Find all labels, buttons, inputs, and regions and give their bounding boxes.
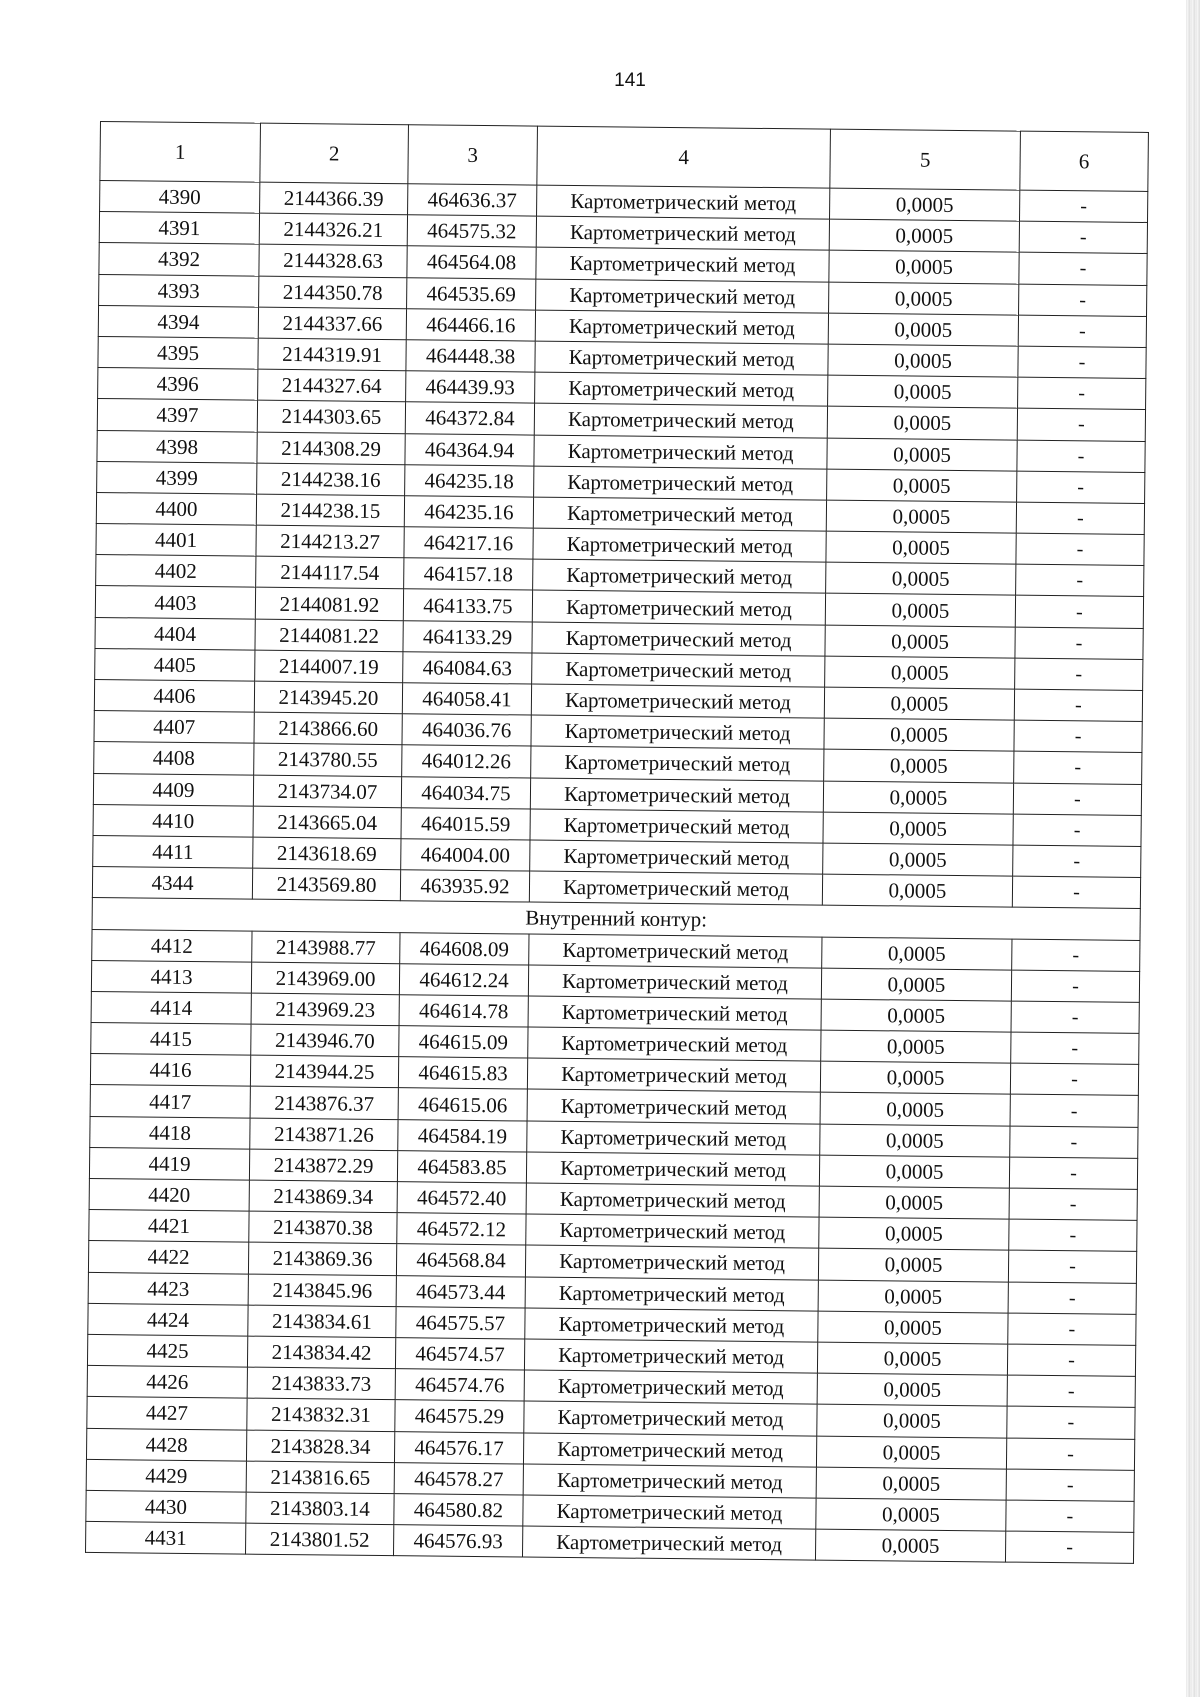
note-cell: - <box>1006 1500 1134 1533</box>
point-number-cell: 4427 <box>87 1397 247 1430</box>
point-number-cell: 4391 <box>99 212 259 245</box>
point-number-cell: 4344 <box>92 867 252 900</box>
accuracy-cell: 0,0005 <box>822 874 1012 907</box>
outer-contour-rows <box>92 181 1147 909</box>
method-cell: Картометрический метод <box>534 403 827 437</box>
x-coordinate-cell: 2144327.64 <box>258 369 406 402</box>
note-cell: - <box>1006 1438 1134 1471</box>
x-coordinate-cell: 2143618.69 <box>253 837 401 870</box>
accuracy-cell: 0,0005 <box>827 406 1017 439</box>
point-number-cell: 4415 <box>91 1023 251 1056</box>
method-cell: Картометрический метод <box>524 1370 817 1404</box>
note-cell: - <box>1012 939 1140 972</box>
accuracy-cell: 0,0005 <box>818 1280 1008 1313</box>
point-number-cell: 4396 <box>98 368 258 401</box>
x-coordinate-cell: 2143969.23 <box>251 993 399 1026</box>
y-coordinate-cell: 464157.18 <box>404 558 533 591</box>
y-coordinate-cell: 464034.75 <box>401 776 530 809</box>
note-cell: - <box>1018 315 1146 348</box>
method-cell: Картометрический метод <box>536 247 829 281</box>
x-coordinate-cell: 2143876.37 <box>250 1087 398 1120</box>
note-cell: - <box>1009 1157 1137 1190</box>
method-cell: Картометрический метод <box>523 1495 816 1529</box>
y-coordinate-cell: 464575.32 <box>407 215 536 248</box>
y-coordinate-cell: 464568.84 <box>396 1244 525 1277</box>
note-cell: - <box>1019 221 1147 254</box>
point-number-cell: 4405 <box>95 648 255 681</box>
column-header-5: 5 <box>830 129 1021 190</box>
y-coordinate-cell: 464615.09 <box>399 1026 528 1059</box>
point-number-cell: 4395 <box>98 336 258 369</box>
note-cell: - <box>1018 346 1146 379</box>
method-cell: Картометрический метод <box>535 372 828 406</box>
point-number-cell: 4426 <box>87 1366 247 1399</box>
y-coordinate-cell: 464612.24 <box>399 963 528 996</box>
note-cell: - <box>1014 720 1142 753</box>
x-coordinate-cell: 2144081.22 <box>255 619 403 652</box>
y-coordinate-cell: 464578.27 <box>394 1462 523 1495</box>
note-cell: - <box>1007 1375 1135 1408</box>
x-coordinate-cell: 2144303.65 <box>257 400 405 433</box>
y-coordinate-cell: 464574.57 <box>395 1338 524 1371</box>
method-cell: Картометрический метод <box>529 934 822 968</box>
method-cell: Картометрический метод <box>535 310 828 344</box>
note-cell: - <box>1010 1126 1138 1159</box>
point-number-cell: 4411 <box>93 835 253 868</box>
x-coordinate-cell: 2143872.29 <box>249 1149 397 1182</box>
method-cell: Картометрический метод <box>527 1121 820 1155</box>
accuracy-cell: 0,0005 <box>821 968 1011 1001</box>
point-number-cell: 4422 <box>88 1241 248 1274</box>
x-coordinate-cell: 2144213.27 <box>256 525 404 558</box>
accuracy-cell: 0,0005 <box>816 1498 1006 1531</box>
point-number-cell: 4393 <box>99 274 259 307</box>
y-coordinate-cell: 464584.19 <box>398 1119 527 1152</box>
point-number-cell: 4424 <box>88 1303 248 1336</box>
y-coordinate-cell: 464572.40 <box>397 1182 526 1215</box>
accuracy-cell: 0,0005 <box>818 1248 1008 1281</box>
note-cell: - <box>1008 1313 1136 1346</box>
page-number: 141 <box>614 70 646 91</box>
note-cell: - <box>1018 377 1146 410</box>
point-number-cell: 4410 <box>93 804 253 837</box>
note-cell: - <box>1008 1250 1136 1283</box>
accuracy-cell: 0,0005 <box>824 749 1014 782</box>
x-coordinate-cell: 2144238.15 <box>256 494 404 527</box>
section-label: Внутренний контур: <box>92 898 1140 940</box>
method-cell: Картометрический метод <box>534 466 827 500</box>
method-cell: Картометрический метод <box>531 715 824 749</box>
note-cell: - <box>1009 1188 1137 1221</box>
point-number-cell: 4430 <box>86 1490 246 1523</box>
accuracy-cell: 0,0005 <box>824 718 1014 751</box>
accuracy-cell: 0,0005 <box>826 531 1016 564</box>
x-coordinate-cell: 2143665.04 <box>253 806 401 839</box>
accuracy-cell: 0,0005 <box>829 219 1019 252</box>
x-coordinate-cell: 2144308.29 <box>257 432 405 465</box>
x-coordinate-cell: 2143988.77 <box>252 931 400 964</box>
method-cell: Картометрический метод <box>523 1433 816 1467</box>
y-coordinate-cell: 464448.38 <box>406 340 535 373</box>
method-cell: Картометрический метод <box>531 684 824 718</box>
accuracy-cell: 0,0005 <box>820 1093 1010 1126</box>
point-number-cell: 4407 <box>94 711 254 744</box>
accuracy-cell: 0,0005 <box>823 843 1013 876</box>
y-coordinate-cell: 464576.93 <box>393 1525 522 1558</box>
point-number-cell: 4412 <box>92 929 252 962</box>
accuracy-cell: 0,0005 <box>819 1186 1009 1219</box>
method-cell: Картометрический метод <box>532 590 825 624</box>
point-number-cell: 4406 <box>94 679 254 712</box>
x-coordinate-cell: 2144081.92 <box>255 588 403 621</box>
coordinates-table <box>85 121 1149 1564</box>
y-coordinate-cell: 464615.06 <box>398 1088 527 1121</box>
method-cell: Картометрический метод <box>528 996 821 1030</box>
point-number-cell: 4397 <box>97 399 257 432</box>
accuracy-cell: 0,0005 <box>821 999 1011 1032</box>
y-coordinate-cell: 464572.12 <box>397 1213 526 1246</box>
y-coordinate-cell: 463935.92 <box>400 870 529 903</box>
method-cell: Картометрический метод <box>526 1183 819 1217</box>
accuracy-cell: 0,0005 <box>827 469 1017 502</box>
point-number-cell: 4418 <box>90 1116 250 1149</box>
point-number-cell: 4398 <box>97 430 257 463</box>
note-cell: - <box>1015 627 1143 660</box>
accuracy-cell: 0,0005 <box>827 438 1017 471</box>
method-cell: Картометрический метод <box>533 497 826 531</box>
point-number-cell: 4392 <box>99 243 259 276</box>
note-cell: - <box>1006 1469 1134 1502</box>
note-cell: - <box>1010 1095 1138 1128</box>
x-coordinate-cell: 2143969.00 <box>251 962 399 995</box>
point-number-cell: 4394 <box>98 305 258 338</box>
method-cell: Картометрический метод <box>523 1464 816 1498</box>
x-coordinate-cell: 2143871.26 <box>250 1118 398 1151</box>
method-cell: Картометрический метод <box>529 871 822 905</box>
y-coordinate-cell: 464573.44 <box>396 1275 525 1308</box>
column-header-6: 6 <box>1020 131 1149 191</box>
method-cell: Картометрический метод <box>522 1526 815 1560</box>
x-coordinate-cell: 2143780.55 <box>254 744 402 777</box>
point-number-cell: 4423 <box>88 1272 248 1305</box>
note-cell: - <box>1007 1344 1135 1377</box>
note-cell: - <box>1016 564 1144 597</box>
x-coordinate-cell: 2144007.19 <box>255 650 403 683</box>
x-coordinate-cell: 2143870.38 <box>249 1211 397 1244</box>
point-number-cell: 4403 <box>95 586 255 619</box>
note-cell: - <box>1009 1219 1137 1252</box>
note-cell: - <box>1015 596 1143 629</box>
point-number-cell: 4428 <box>86 1428 246 1461</box>
x-coordinate-cell: 2143834.42 <box>247 1336 395 1369</box>
note-cell: - <box>1010 1063 1138 1096</box>
method-cell: Картометрический метод <box>536 279 829 313</box>
y-coordinate-cell: 464575.29 <box>395 1400 524 1433</box>
note-cell: - <box>1015 658 1143 691</box>
y-coordinate-cell: 464535.69 <box>407 277 536 310</box>
accuracy-cell: 0,0005 <box>825 656 1015 689</box>
note-cell: - <box>1019 253 1147 286</box>
accuracy-cell: 0,0005 <box>817 1342 1007 1375</box>
note-cell: - <box>1019 190 1147 223</box>
point-number-cell: 4413 <box>91 960 251 993</box>
accuracy-cell: 0,0005 <box>816 1467 1006 1500</box>
y-coordinate-cell: 464564.08 <box>407 246 536 279</box>
note-cell: - <box>1017 440 1145 473</box>
note-cell: - <box>1017 471 1145 504</box>
accuracy-cell: 0,0005 <box>820 1124 1010 1157</box>
method-cell: Картометрический метод <box>528 965 821 999</box>
y-coordinate-cell: 464217.16 <box>404 527 533 560</box>
x-coordinate-cell: 2144319.91 <box>258 338 406 371</box>
x-coordinate-cell: 2143833.73 <box>247 1367 395 1400</box>
x-coordinate-cell: 2143845.96 <box>248 1274 396 1307</box>
x-coordinate-cell: 2144337.66 <box>258 307 406 340</box>
accuracy-cell: 0,0005 <box>824 687 1014 720</box>
y-coordinate-cell: 464439.93 <box>406 371 535 404</box>
method-cell: Картометрический метод <box>530 809 823 843</box>
point-number-cell: 4409 <box>93 773 253 806</box>
accuracy-cell: 0,0005 <box>828 313 1018 346</box>
accuracy-cell: 0,0005 <box>826 500 1016 533</box>
point-number-cell: 4404 <box>95 617 255 650</box>
method-cell: Картометрический метод <box>533 559 826 593</box>
method-cell: Картометрический метод <box>526 1214 819 1248</box>
method-cell: Картометрический метод <box>530 778 823 812</box>
method-cell: Картометрический метод <box>524 1401 817 1435</box>
y-coordinate-cell: 464574.76 <box>395 1369 524 1402</box>
point-number-cell: 4421 <box>89 1210 249 1243</box>
note-cell: - <box>1013 783 1141 816</box>
point-number-cell: 4419 <box>89 1147 249 1180</box>
method-cell: Картометрический метод <box>525 1308 818 1342</box>
y-coordinate-cell: 464012.26 <box>402 745 531 778</box>
x-coordinate-cell: 2143834.61 <box>248 1305 396 1338</box>
method-cell: Картометрический метод <box>532 622 825 656</box>
accuracy-cell: 0,0005 <box>816 1436 1006 1469</box>
note-cell: - <box>1011 1032 1139 1065</box>
x-coordinate-cell: 2144328.63 <box>259 245 407 278</box>
point-number-cell: 4414 <box>91 991 251 1024</box>
method-cell: Картометрический метод <box>530 840 823 874</box>
x-coordinate-cell: 2144117.54 <box>256 556 404 589</box>
accuracy-cell: 0,0005 <box>819 1217 1009 1250</box>
x-coordinate-cell: 2143866.60 <box>254 712 402 745</box>
accuracy-cell: 0,0005 <box>822 937 1012 970</box>
accuracy-cell: 0,0005 <box>817 1404 1007 1437</box>
y-coordinate-cell: 464466.16 <box>406 308 535 341</box>
y-coordinate-cell: 464580.82 <box>394 1494 523 1527</box>
method-cell: Картометрический метод <box>525 1277 818 1311</box>
note-cell: - <box>1013 845 1141 878</box>
header-row <box>100 122 1149 192</box>
x-coordinate-cell: 2143828.34 <box>246 1430 394 1463</box>
method-cell: Картометрический метод <box>525 1245 818 1279</box>
y-coordinate-cell: 464575.57 <box>396 1306 525 1339</box>
point-number-cell: 4400 <box>96 492 256 525</box>
x-coordinate-cell: 2143944.25 <box>250 1055 398 1088</box>
note-cell: - <box>1012 876 1140 909</box>
accuracy-cell: 0,0005 <box>819 1155 1009 1188</box>
y-coordinate-cell: 464133.29 <box>403 620 532 653</box>
accuracy-cell: 0,0005 <box>829 282 1019 315</box>
accuracy-cell: 0,0005 <box>820 1061 1010 1094</box>
accuracy-cell: 0,0005 <box>815 1529 1005 1562</box>
column-header-2: 2 <box>260 123 409 184</box>
column-header-4: 4 <box>537 126 831 188</box>
method-cell: Картометрический метод <box>524 1339 817 1373</box>
x-coordinate-cell: 2144366.39 <box>260 182 408 215</box>
point-number-cell: 4431 <box>86 1521 246 1554</box>
accuracy-cell: 0,0005 <box>829 251 1019 284</box>
note-cell: - <box>1007 1406 1135 1439</box>
method-cell: Картометрический метод <box>531 746 824 780</box>
x-coordinate-cell: 2144326.21 <box>259 213 407 246</box>
point-number-cell: 4425 <box>87 1334 247 1367</box>
note-cell: - <box>1016 502 1144 535</box>
column-header-1: 1 <box>100 122 261 183</box>
y-coordinate-cell: 464372.84 <box>405 402 534 435</box>
method-cell: Картометрический метод <box>534 435 827 469</box>
accuracy-cell: 0,0005 <box>818 1311 1008 1344</box>
accuracy-cell: 0,0005 <box>826 562 1016 595</box>
x-coordinate-cell: 2143869.36 <box>248 1242 396 1275</box>
note-cell: - <box>1019 284 1147 317</box>
y-coordinate-cell: 464133.75 <box>403 589 532 622</box>
y-coordinate-cell: 464614.78 <box>399 995 528 1028</box>
note-cell: - <box>1014 689 1142 722</box>
x-coordinate-cell: 2143832.31 <box>247 1398 395 1431</box>
note-cell: - <box>1008 1282 1136 1315</box>
note-cell: - <box>1014 751 1142 784</box>
y-coordinate-cell: 464036.76 <box>402 714 531 747</box>
method-cell: Картометрический метод <box>535 341 828 375</box>
y-coordinate-cell: 464608.09 <box>400 932 529 965</box>
scan-edge <box>1186 0 1200 1697</box>
x-coordinate-cell: 2144350.78 <box>259 276 407 309</box>
y-coordinate-cell: 464058.41 <box>402 683 531 716</box>
x-coordinate-cell: 2143945.20 <box>254 681 402 714</box>
method-cell: Картометрический метод <box>533 528 826 562</box>
y-coordinate-cell: 464084.63 <box>403 652 532 685</box>
note-cell: - <box>1017 408 1145 441</box>
point-number-cell: 4420 <box>89 1178 249 1211</box>
accuracy-cell: 0,0005 <box>825 625 1015 658</box>
y-coordinate-cell: 464636.37 <box>408 184 537 217</box>
x-coordinate-cell: 2143734.07 <box>253 775 401 808</box>
point-number-cell: 4399 <box>97 461 257 494</box>
point-number-cell: 4417 <box>90 1085 250 1118</box>
accuracy-cell: 0,0005 <box>828 375 1018 408</box>
method-cell: Картометрический метод <box>528 1027 821 1061</box>
accuracy-cell: 0,0005 <box>828 344 1018 377</box>
column-header-3: 3 <box>408 125 538 185</box>
note-cell: - <box>1011 1001 1139 1034</box>
x-coordinate-cell: 2143946.70 <box>251 1024 399 1057</box>
y-coordinate-cell: 464583.85 <box>397 1150 526 1183</box>
y-coordinate-cell: 464615.83 <box>398 1057 527 1090</box>
x-coordinate-cell: 2143816.65 <box>246 1461 394 1494</box>
y-coordinate-cell: 464235.16 <box>404 496 533 529</box>
accuracy-cell: 0,0005 <box>823 812 1013 845</box>
method-cell: Картометрический метод <box>532 653 825 687</box>
y-coordinate-cell: 464364.94 <box>405 433 534 466</box>
point-number-cell: 4429 <box>86 1459 246 1492</box>
accuracy-cell: 0,0005 <box>817 1373 1007 1406</box>
accuracy-cell: 0,0005 <box>830 188 1020 221</box>
method-cell: Картометрический метод <box>527 1058 820 1092</box>
point-number-cell: 4390 <box>100 181 260 214</box>
note-cell: - <box>1005 1531 1133 1564</box>
inner-contour-rows <box>86 929 1140 1564</box>
method-cell: Картометрический метод <box>526 1152 819 1186</box>
x-coordinate-cell: 2143801.52 <box>245 1523 393 1556</box>
note-cell: - <box>1011 970 1139 1003</box>
note-cell: - <box>1013 814 1141 847</box>
point-number-cell: 4416 <box>90 1054 250 1087</box>
x-coordinate-cell: 2143803.14 <box>246 1492 394 1525</box>
method-cell: Картометрический метод <box>536 216 829 250</box>
accuracy-cell: 0,0005 <box>821 1030 1011 1063</box>
point-number-cell: 4402 <box>96 555 256 588</box>
accuracy-cell: 0,0005 <box>825 594 1015 627</box>
method-cell: Картометрический метод <box>527 1089 820 1123</box>
y-coordinate-cell: 464576.17 <box>394 1431 523 1464</box>
note-cell: - <box>1016 533 1144 566</box>
x-coordinate-cell: 2144238.16 <box>257 463 405 496</box>
y-coordinate-cell: 464015.59 <box>401 807 530 840</box>
point-number-cell: 4408 <box>94 742 254 775</box>
x-coordinate-cell: 2143869.34 <box>249 1180 397 1213</box>
accuracy-cell: 0,0005 <box>823 781 1013 814</box>
y-coordinate-cell: 464004.00 <box>401 839 530 872</box>
x-coordinate-cell: 2143569.80 <box>252 868 400 901</box>
method-cell: Картометрический метод <box>537 185 830 219</box>
y-coordinate-cell: 464235.18 <box>405 464 534 497</box>
point-number-cell: 4401 <box>96 524 256 557</box>
